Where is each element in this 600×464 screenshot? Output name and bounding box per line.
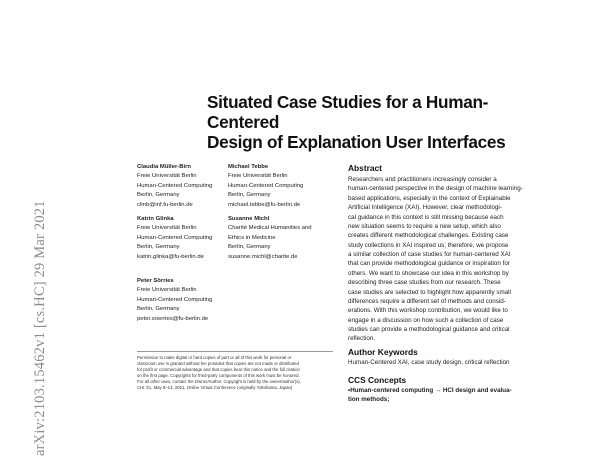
author-department: Ethics in Medicine [228,234,276,241]
abstract-line: describing three case studies from our research. These [348,279,501,287]
author-name: Katrin Glinka [137,216,174,222]
author-location: Berlin, Germany [228,244,271,251]
paper-title [207,92,537,152]
author-location: Berlin, Germany [137,192,180,199]
keywords-heading: Author Keywords [348,347,418,357]
abstract-line: differences require a different set of methods and consid- [348,297,506,305]
author-location: Berlin, Germany [137,244,180,251]
notice-line: Permission to make digital or hard copies of part or all of this work for personal or [137,355,292,360]
author-block [137,215,212,262]
author-affiliation: Freie Universität Berlin [228,173,288,180]
author-department: Human-Centered Computing [228,182,304,189]
abstract-line: cal guidance in this context is still missing because each [348,213,504,221]
title-line: Design of Explanation User Interfaces [207,132,506,152]
author-block [137,163,212,210]
abstract-line: new situation seems to require a new setup, which also [348,222,501,230]
abstract-line: a similar collection of case studies for human-centered XAI [348,251,511,258]
author-name: Claudia Müller-Birn [137,164,192,170]
author-email: katrin.glinka@fu-berlin.de [137,253,204,260]
abstract-heading: Abstract [348,163,382,173]
abstract-line: erations. With this workshop contribution, we would like to [348,307,508,315]
abstract-line: studies can provide a methodological guidance and critical [348,326,510,333]
author-email: susanne.michl@charite.de [228,253,298,260]
abstract-line: reflection. [348,335,376,343]
author-affiliation: Freie Universität Berlin [137,225,197,232]
abstract-line: Artificial Intelligence (XAI). However, clear methodologi- [348,204,502,212]
keywords-body [348,358,510,367]
notice-line: For all other uses, contact the Owner/Author. Copyright is held by the owner/author(s). [137,379,301,385]
author-email: peter.soerries@fu-berlin.de [137,315,209,322]
author-department: Human-Centered Computing [137,234,213,241]
author-name: Peter Sörries [137,278,174,284]
author-location: Berlin, Germany [228,192,271,199]
abstract-line: case studies are selected to highlight how apparently small [348,288,511,296]
author-affiliation: Charité Medical Humanities and [228,225,312,232]
abstract-line: human-centered perspective in the design of machine learning- [348,185,523,193]
abstract-line: Researchers and practitioners increasingly consider a [348,176,497,183]
title-line: Situated Case Studies for a Human-Centered [207,92,489,132]
arxiv-stamp-area [30,200,50,458]
abstract-line: based applications, especially in the context of Explainable [348,194,511,202]
abstract-line: creates different methodological challenges. Existing case [348,232,509,240]
abstract-line: others. We want to showcase our idea in this workshop by [348,269,509,277]
author-affiliation: Freie Universität Berlin [137,287,197,294]
ccs-line: tion methods; [348,396,390,404]
author-name: Susanne Michl [228,216,270,222]
author-email: michael.tebbe@fu-berlin.de [228,201,301,208]
notice-line: for profit or commercial advantage and that copies bear this notice and the full citation [137,367,300,373]
ccs-line: •Human-centered computing → HCI design and evalua- [348,387,512,394]
arxiv-stamp: arXiv:2103.15462v1 [cs.HC] 29 Mar 2021 [32,200,48,456]
notice-line: classroom use is granted without fee provided that copies are not made or distributed [137,361,299,367]
ccs-body [348,386,512,405]
author-block [228,163,303,210]
notice-line: CHI '21, May 8–13, 2021, Online Virtual Conference (originally Yokohama, Japan) [137,385,293,391]
author-department: Human-Centered Computing [137,296,213,303]
notice-divider [137,351,333,352]
author-location: Berlin, Germany [137,306,180,313]
author-affiliation: Freie Universität Berlin [137,173,197,180]
author-email: clmb@inf.fu-berlin.de [137,201,193,208]
ccs-heading: CCS Concepts [348,375,407,385]
author-block [137,277,212,324]
abstract-body [348,175,523,344]
notice-line: on the first page. Copyrights for third-party components of this work must be honored. [137,373,300,379]
author-block [228,215,312,262]
author-name: Michael Tebbe [228,164,269,170]
author-department: Human-Centered Computing [137,182,213,189]
abstract-line: study collections in XAI inspired us; therefore, we propose [348,241,509,249]
abstract-line: that can provide methodological guidance or inspiration for [348,260,510,268]
keywords-text: Human-Centered XAI, case study design, critical reflection [348,359,510,366]
abstract-line: engage in a discussion on how such a collection of case [348,316,504,324]
copyright-notice [137,355,337,392]
